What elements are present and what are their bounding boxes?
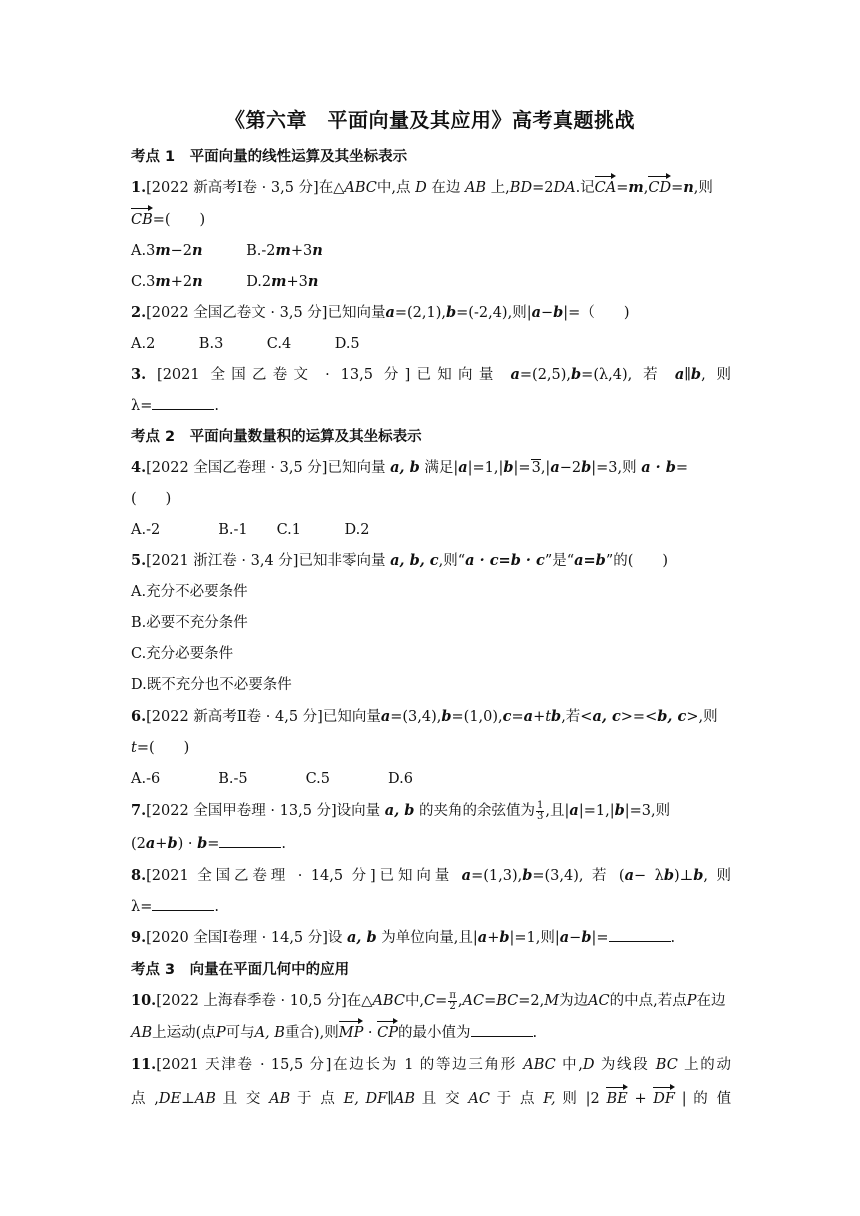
question-9: 9.[2020 全国Ⅰ卷理 · 14,5 分]设 a, b 为单位向量,且|a+b|=1,则|a−b|= . [131,929,676,946]
question-4: 4.[2022 全国乙卷理 · 3,5 分]已知向量 a, b 满足|a|=1,|b|=3,|a−2b|=3,则 a · b= [131,459,689,476]
fraction: $\frac{1}{3}$ [537,799,544,822]
question-2-options: A.2 B.3 C.4 D.5 [131,336,360,352]
section-heading-3: 考点 3 向量在平面几何中的应用 [131,962,350,978]
question-10: 10.[2022 上海春季卷 · 10,5 分]在△ABC中,C= $\frac{\pi}{2}$ ,AC=BC=2,M为边AC的中点,若点P在边 [131,989,726,1012]
fraction: $\frac{\pi}{2}$ [449,989,456,1012]
question-1-options-cd: C.3m+2n D.2m+3n [131,273,319,290]
answer-blank [471,1022,533,1037]
question-4-options: A.-2 B.-1 C.1 D.2 [131,522,370,538]
question-8-line-2: λ= . [131,896,731,918]
answer-blank [609,927,671,942]
question-5-option-b: B.必要不充分条件 [131,615,248,631]
question-7-line-2: (2a+b) · b= . [131,835,286,852]
question-6-options: A.-6 B.-5 C.5 D.6 [131,771,413,787]
question-11-line-2: 点 ,DE⊥AB 且 交 AB 于 点 E, DF∥AB 且 交 AC 于 点 F, 则 |2 BE + DF | 的 值 [131,1088,731,1110]
question-2: 2.[2022 全国乙卷文 · 3,5 分]已知向量a=(2,1),b=(-2,4),则|a−b|=（ ) [131,304,630,321]
answer-blank [152,896,214,911]
question-11: 11.[2021 天津卷 · 15,5 分]在边长为 1 的等边三角形 ABC 中,D 为线段 BC 上的动 [131,1056,732,1073]
section-heading-1: 考点 1 平面向量的线性运算及其坐标表示 [131,149,408,165]
question-10-line-2: AB上运动(点P可与A, B重合),则MP · CP的最小值为 . [131,1022,731,1044]
answer-blank [152,395,214,410]
question-7: 7.[2022 全国甲卷理 · 13,5 分]设向量 a, b 的夹角的余弦值为 $\frac{1}{3}$ ,且|a|=1,|b|=3,则 [131,799,671,822]
page-title: 《第六章 平面向量及其应用》高考真题挑战 [225,108,635,132]
question-1-options-ab: A.3m−2n B.-2m+3n [131,242,323,259]
question-4-line-2: ( ) [131,491,172,507]
answer-blank [219,833,281,848]
question-6-line-2: t=( ) [131,740,190,756]
question-5-option-c: C.充分必要条件 [131,646,234,662]
question-6: 6.[2022 新高考Ⅱ卷 · 4,5 分]已知向量a=(3,4),b=(1,0),c=a+tb,若<a, c>=<b, c>,则 [131,708,718,725]
section-heading-2: 考点 2 平面向量数量积的运算及其坐标表示 [131,429,422,445]
question-3: 3. [2021 全国乙卷文 · 13,5 分]已知向量 a=(2,5),b=(λ,4), 若 a∥b, 则 [131,366,732,383]
question-8: 8.[2021 全国乙卷理 · 14,5 分]已知向量 a=(1,3),b=(3,4), 若 (a− λb)⊥b, 则 [131,867,732,884]
question-1-line-2: CB=( ) [131,209,731,231]
question-1: 1.[2022 新高考Ⅰ卷 · 3,5 分]在△ABC中,点 D 在边 AB 上,BD=2DA.记CA=m,CD=n,则 [131,177,731,199]
question-5-option-a: A.充分不必要条件 [131,584,248,600]
question-3-line-2: λ= . [131,395,731,417]
question-5: 5.[2021 浙江卷 · 3,4 分]已知非零向量 a, b, c,则“a · c=b · c”是“a=b”的( ) [131,552,669,569]
question-5-option-d: D.既不充分也不必要条件 [131,677,292,693]
